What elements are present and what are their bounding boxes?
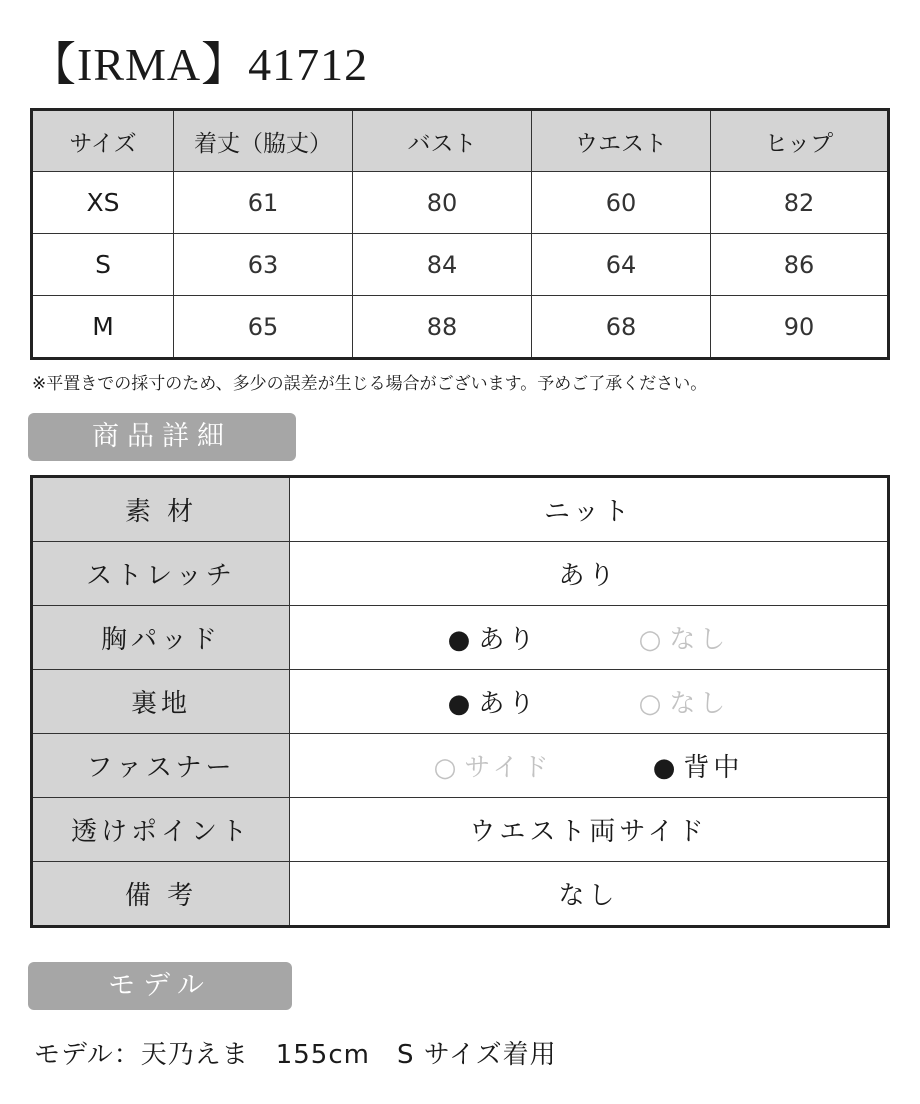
option-no-text: なし (669, 689, 730, 719)
detail-row-chest-pad (32, 606, 889, 670)
material-value: ニット (290, 477, 889, 542)
detail-row-fastener (32, 734, 889, 798)
bust-value: 84 (353, 234, 532, 296)
detail-row-stretch (32, 542, 889, 606)
waist-value: 64 (532, 234, 711, 296)
length-value: 61 (174, 172, 353, 234)
option-back-text: 背中 (683, 753, 744, 783)
option-yes (448, 619, 539, 656)
lining-options (290, 670, 889, 734)
waist-value: 60 (532, 172, 711, 234)
header-hip: ヒップ (711, 110, 889, 172)
chest-pad-label: 胸パッド (32, 606, 290, 670)
option-no-text: なし (669, 625, 730, 655)
product-title: 【IRMA】41712 (30, 39, 369, 90)
size-name: M (32, 296, 174, 359)
hip-value: 82 (711, 172, 889, 234)
chest-pad-options (290, 606, 889, 670)
lining-label: 裏地 (32, 670, 290, 734)
product-details-table (30, 475, 890, 928)
remarks-value: なし (290, 862, 889, 927)
option-side-text: サイド (464, 753, 553, 783)
model-info: モデル：天乃えま 155cm S サイズ着用 (34, 1040, 557, 1070)
size-name: XS (32, 172, 174, 234)
filled-circle-icon: ● (447, 689, 475, 719)
bust-value: 88 (353, 296, 532, 359)
header-size: サイズ (32, 110, 174, 172)
option-no (639, 619, 730, 656)
empty-circle-icon: ○ (638, 689, 666, 719)
bust-value: 80 (353, 172, 532, 234)
measurement-note: ※平置きでの採寸のため、多少の誤差が生じる場合がございます。予めご了承ください。 (32, 374, 708, 394)
option-yes-text: あり (478, 625, 539, 655)
hip-value: 86 (711, 234, 889, 296)
size-table-header-row (32, 110, 889, 172)
option-yes (448, 683, 539, 720)
remarks-label: 備 考 (32, 862, 290, 927)
length-value: 63 (174, 234, 353, 296)
fastener-label: ファスナー (32, 734, 290, 798)
length-value: 65 (174, 296, 353, 359)
model-tag: モデル (28, 962, 292, 1010)
filled-circle-icon: ● (447, 625, 475, 655)
table-row (32, 172, 889, 234)
empty-circle-icon: ○ (638, 625, 666, 655)
sheer-point-label: 透けポイント (32, 798, 290, 862)
detail-row-material (32, 477, 889, 542)
detail-row-remarks (32, 862, 889, 927)
detail-row-sheer-point (32, 798, 889, 862)
stretch-value: あり (290, 542, 889, 606)
header-length: 着丈（脇丈） (174, 110, 353, 172)
option-back (653, 747, 744, 784)
sheer-point-value: ウエスト両サイド (290, 798, 889, 862)
detail-row-lining (32, 670, 889, 734)
size-name: S (32, 234, 174, 296)
option-yes-text: あり (478, 689, 539, 719)
table-row (32, 296, 889, 359)
option-no (639, 683, 730, 720)
option-side (434, 747, 553, 784)
product-details-tag: 商品詳細 (28, 413, 296, 461)
size-table (30, 108, 890, 360)
empty-circle-icon: ○ (433, 753, 461, 783)
hip-value: 90 (711, 296, 889, 359)
filled-circle-icon: ● (652, 753, 680, 783)
fastener-options (290, 734, 889, 798)
material-label: 素 材 (32, 477, 290, 542)
header-bust: バスト (353, 110, 532, 172)
header-waist: ウエスト (532, 110, 711, 172)
table-row (32, 234, 889, 296)
waist-value: 68 (532, 296, 711, 359)
stretch-label: ストレッチ (32, 542, 290, 606)
